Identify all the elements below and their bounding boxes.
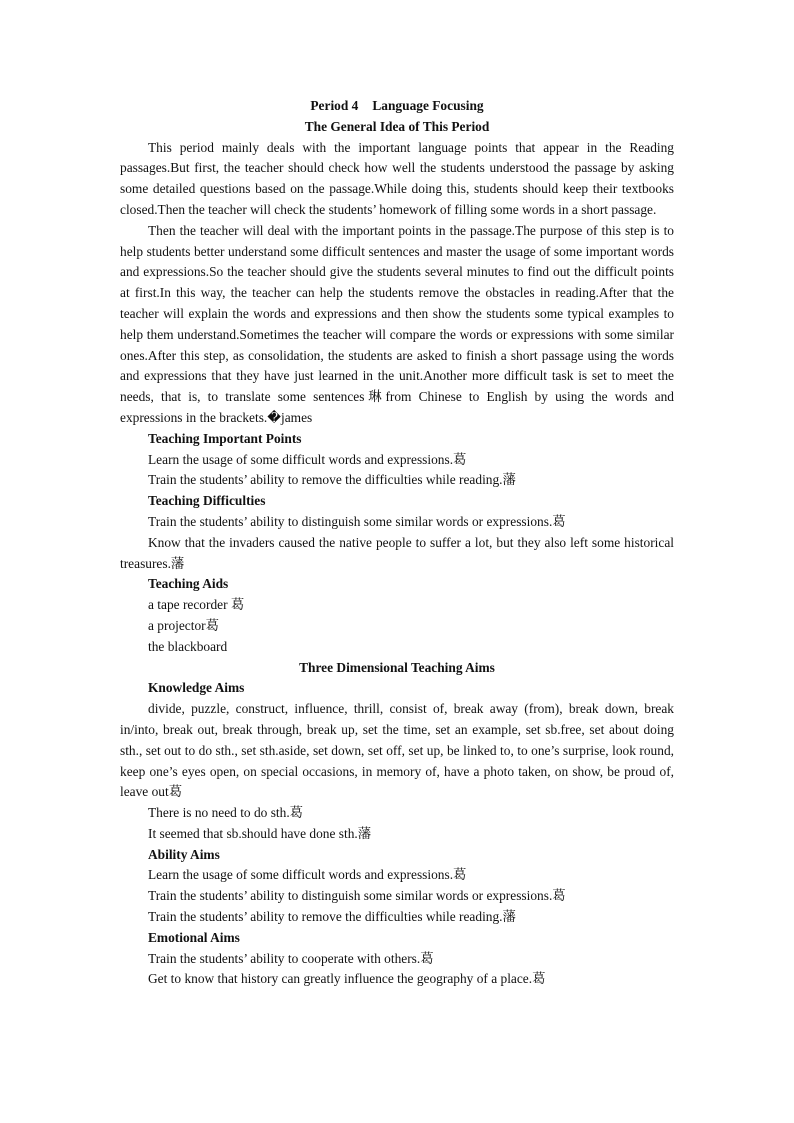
document-page (120, 96, 674, 990)
aims-title: Three Dimensional Teaching Aims (299, 659, 495, 675)
page-title (120, 96, 674, 117)
important-points-heading: Teaching Important Points (148, 430, 302, 446)
list-item: the blackboard (148, 638, 228, 654)
intro-paragraph-2: Then the teacher will deal with the important points in the passage.The purpose of this step is to help students better understand some difficult sentences and master the usage of some important words and expressions.So the teacher should give the students several minutes to find out the difficult points at first.In this way, the teacher can help the students remove the obstacles in reading.After that the teacher will explain the words and expressions and then show the students some typical examples to help them understand.Sometimes the teacher will compare the words or expressions with some similar ones.After this step, as consolidation, the students are asked to finish a short passage using the words and expressions that they have just learned in the unit.Another more difficult task is set to meet the needs, that is, to translate some sentences琳from Chinese to English by using the words and expressions in the brackets.�james (120, 222, 674, 425)
section-title: The General Idea of This Period (304, 118, 490, 134)
list-item: Get to know that history can greatly influence the geography of a place.葛 (148, 971, 546, 987)
list-item: a projector葛 (148, 617, 220, 633)
list-item: Train the students’ ability to distinguish some similar words or expressions.葛 (148, 513, 566, 529)
difficulties-heading: Teaching Difficulties (148, 493, 266, 509)
list-item: Train the students’ ability to distinguish some similar words or expressions.葛 (148, 888, 566, 904)
emotional-aims-heading: Emotional Aims (148, 929, 240, 945)
intro-paragraph-1: This period mainly deals with the important language points that appear in the Reading passages.But first, the teacher should check how well the students understood the passage by asking some detailed questions based on the passage.While doing this, students should keep their textbooks closed.Then the teacher will check the students’ homework of filling some words in a short passage. (120, 139, 674, 217)
list-item: Train the students’ ability to cooperate with others.葛 (148, 950, 434, 966)
knowledge-paragraph: divide, puzzle, construct, influence, thrill, consist of, break away (from), break down, break in/into, break out, break through, break up, set the time, set an example, set sb.free, set about doing sth., set out to do sth., set sth.aside, set down, set off, set up, be linked to, to one’s surprise, look round, keep one’s eyes open, on special occasions, in memory of, have a photo taken, on show, be proud of, leave out葛 (120, 701, 674, 800)
list-item: Train the students’ ability to remove the difficulties while reading.藩 (148, 909, 516, 925)
list-item: Learn the usage of some difficult words and expressions.葛 (148, 451, 467, 467)
aids-heading: Teaching Aids (148, 576, 229, 592)
period-label: Period 4 (310, 98, 359, 113)
list-item: Learn the usage of some difficult words and expressions.葛 (148, 867, 467, 883)
knowledge-aims-heading: Knowledge Aims (148, 680, 245, 696)
difficulties-paragraph: Know that the invaders caused the native people to suffer a lot, but they also left some historical treasures.藩 (120, 534, 674, 571)
list-item: Train the students’ ability to remove the difficulties while reading.藩 (148, 472, 516, 488)
topic-label: Language Focusing (372, 98, 484, 113)
ability-aims-heading: Ability Aims (148, 846, 220, 862)
list-item: It seemed that sb.should have done sth.藩 (148, 825, 372, 841)
list-item: There is no need to do sth.葛 (148, 805, 304, 821)
list-item: a tape recorder 葛 (148, 597, 245, 613)
